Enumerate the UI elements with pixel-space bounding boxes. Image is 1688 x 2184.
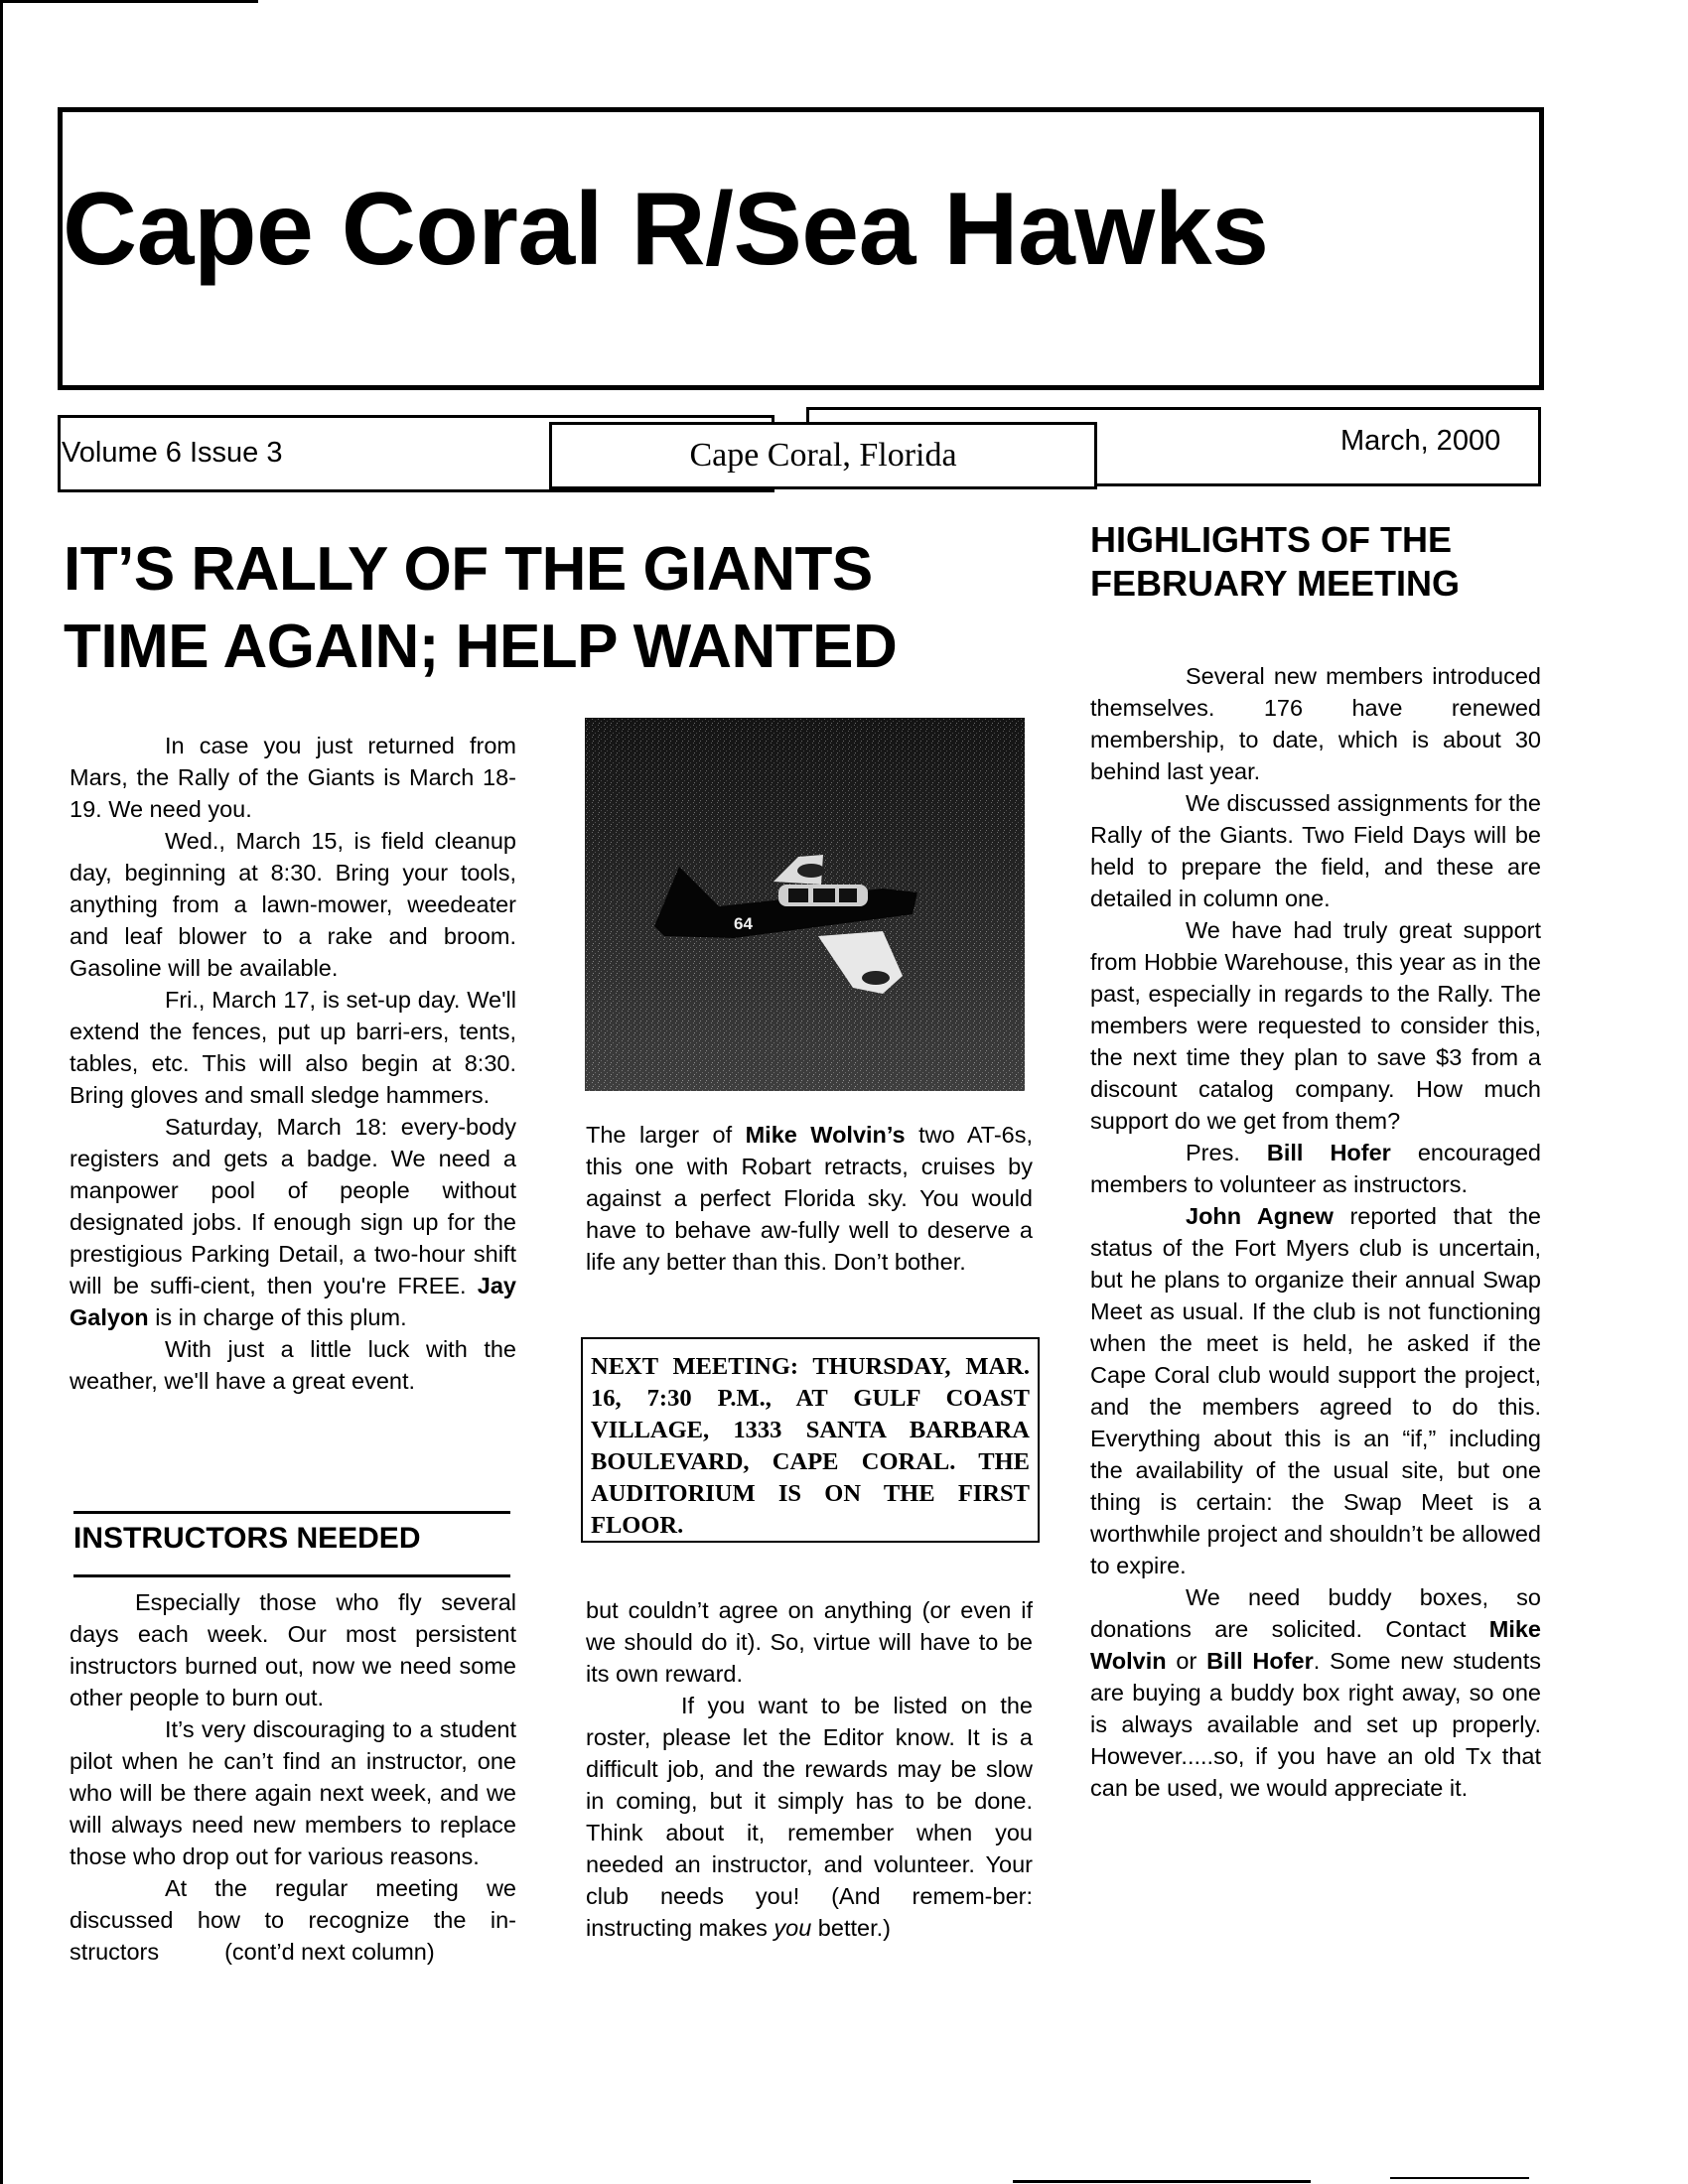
person-name: Mike Wolvin [1090,1616,1541,1674]
section-divider [73,1574,510,1577]
scan-edge-mark [1013,2180,1311,2183]
paragraph-text: is in charge of this plum. [148,1304,407,1330]
section-heading: INSTRUCTORS NEEDED [73,1522,421,1555]
person-name: Bill Hofer [1266,1140,1391,1165]
highlights-heading: HIGHLIGHTS OF THE FEBRUARY MEETING [1090,519,1461,604]
paragraph-text: reported that the status of the Fort Myers club is uncertain, but he plans to organize their annual Swap Meet as usual. If the club is not functioning when the meet is held, he asked if the Cape Coral club would support the project, and the members agreed to do this. Everything about this is an “if,” including the availability of the usual site, but one thing is certain: the Swap Meet is a worthwhile project and shouldn’t be allowed to expire. [1090,1203,1541,1578]
paragraph [1090,1581,1541,1804]
scan-edge-mark [0,0,258,3]
volume-issue: Volume 6 Issue 3 [62,437,283,469]
paragraph-text: At the regular meeting we discussed how to recognize the in-structors [70,1875,516,1965]
caption-part: two AT-6s, this one with Robart retracts, cruises by against a perfect Florida sky. You would have to behave aw-fully well to deserve a life any better than this. Don’t bother. [586,1122,1034,1275]
paragraph-text: encouraged members to volunteer as instructors. [1090,1140,1541,1197]
paragraph-text: or [1166,1648,1207,1674]
paragraph-text: better.) [811,1915,891,1941]
location-box [549,422,1097,489]
aircraft-number: 64 [734,914,753,933]
person-name: Mike Wolvin’s [745,1122,906,1148]
next-meeting-notice [581,1337,1040,1543]
location: Cape Coral, Florida [689,437,957,474]
paragraph: We have had truly great support from Hobbie Warehouse, this year as in the past, especially in regards to the Rally. The members were requested to consider this, the next time they plan to save $3 from a discount catalog company. How much support do we get from them? [1090,917,1541,1134]
issue-date: March, 2000 [1340,425,1501,457]
paragraph: Fri., March 17, is set-up day. We'll extend the fences, put up barri-ers, tents, tables, etc. This will also begin at 8:30. Bring gloves and small sledge hammers. [70,987,516,1108]
paragraph-text: If you want to be listed on the roster, please let the Editor know. It is a difficult job, and the rewards may be slow in coming, but it simply has to be done. Think about it, remember when you needed an instructor, and volunteer. Your club needs you! (And remem-ber: instructing makes [586,1693,1033,1941]
lead-article-body [70,730,516,1397]
paragraph: In case you just returned from Mars, the Rally of the Giants is March 18-19. We need you. [70,733,516,822]
emphasis: you [774,1915,812,1941]
headline-line: IT’S RALLY OF THE GIANTS [64,535,873,604]
newsletter-title: Cape Coral R/Sea Hawks [63,172,1269,287]
headline-line: TIME AGAIN; HELP WANTED [64,613,898,681]
paragraph [1090,1200,1541,1581]
scan-edge-mark [1390,2177,1529,2179]
instructors-article-body [70,1586,516,1968]
scan-edge-mark [0,0,3,2184]
caption-part: The larger of [586,1122,746,1148]
paragraph-text: Pres. [1186,1140,1267,1165]
paragraph [70,1111,516,1333]
paragraph: It’s very discouraging to a student pilot when he can’t find an instructor, one who will be there again next week, and we will always need new members to replace those who drop out for various reasons. [70,1716,516,1869]
masthead-box [58,107,1544,390]
paragraph [586,1690,1033,1944]
person-name: John Agnew [1186,1203,1334,1229]
paragraph-text: . Some new students are buying a buddy box right away, so one is always available and set up properly. However.....so, if you have an old Tx that can be used, we would appreciate it. [1090,1648,1541,1801]
instructors-article-continued [586,1594,1033,1944]
highlights-article-body [1090,660,1541,1804]
airplane-photo [585,718,1025,1091]
paragraph: Especially those who fly several days each week. Our most persistent instructors burned out, now we need some other people to burn out. [70,1589,516,1710]
paragraph: Wed., March 15, is field cleanup day, beginning at 8:30. Bring your tools, anything from a lawn-mower, weedeater and leaf blower to a rake and broom. Gasoline will be available. [70,828,516,981]
paragraph: We discussed assignments for the Rally of the Giants. Two Field Days will be held to prepare the field, and these are detailed in column one. [1090,790,1541,911]
person-name: Jay Galyon [70,1273,516,1330]
paragraph-text: Saturday, March 18: every-body registers and gets a badge. We need a manpower pool of people without designated jobs. If enough sign up for the prestigious Parking Detail, a two-hour shift will be suffi-cient, then you're FREE. [70,1114,516,1298]
caption-text [586,1119,1033,1278]
paragraph-text: We need buddy boxes, so donations are solicited. Contact [1090,1584,1541,1642]
paragraph [1090,1137,1541,1200]
lead-headline [64,531,1037,686]
paragraph: but couldn’t agree on anything (or even if we should do it). So, virtue will have to be its own reward. [586,1597,1033,1687]
section-divider [73,1511,510,1514]
paragraph [70,1872,516,1968]
paragraph: Several new members introduced themselves. 176 have renewed membership, to date, which is about 30 behind last year. [1090,663,1541,784]
continued-note: (cont’d next column) [224,1939,435,1965]
photo-caption [586,1119,1033,1278]
paragraph: With just a little luck with the weather, we'll have a great event. [70,1336,516,1394]
person-name: Bill Hofer [1206,1648,1314,1674]
next-meeting-text: NEXT MEETING: THURSDAY, MAR. 16, 7:30 P.M., AT GULF COAST VILLAGE, 1333 SANTA BARBARA BOULEVARD, CAPE CORAL. THE AUDITORIUM IS ON THE FIRST FLOOR. [591,1353,1030,1539]
